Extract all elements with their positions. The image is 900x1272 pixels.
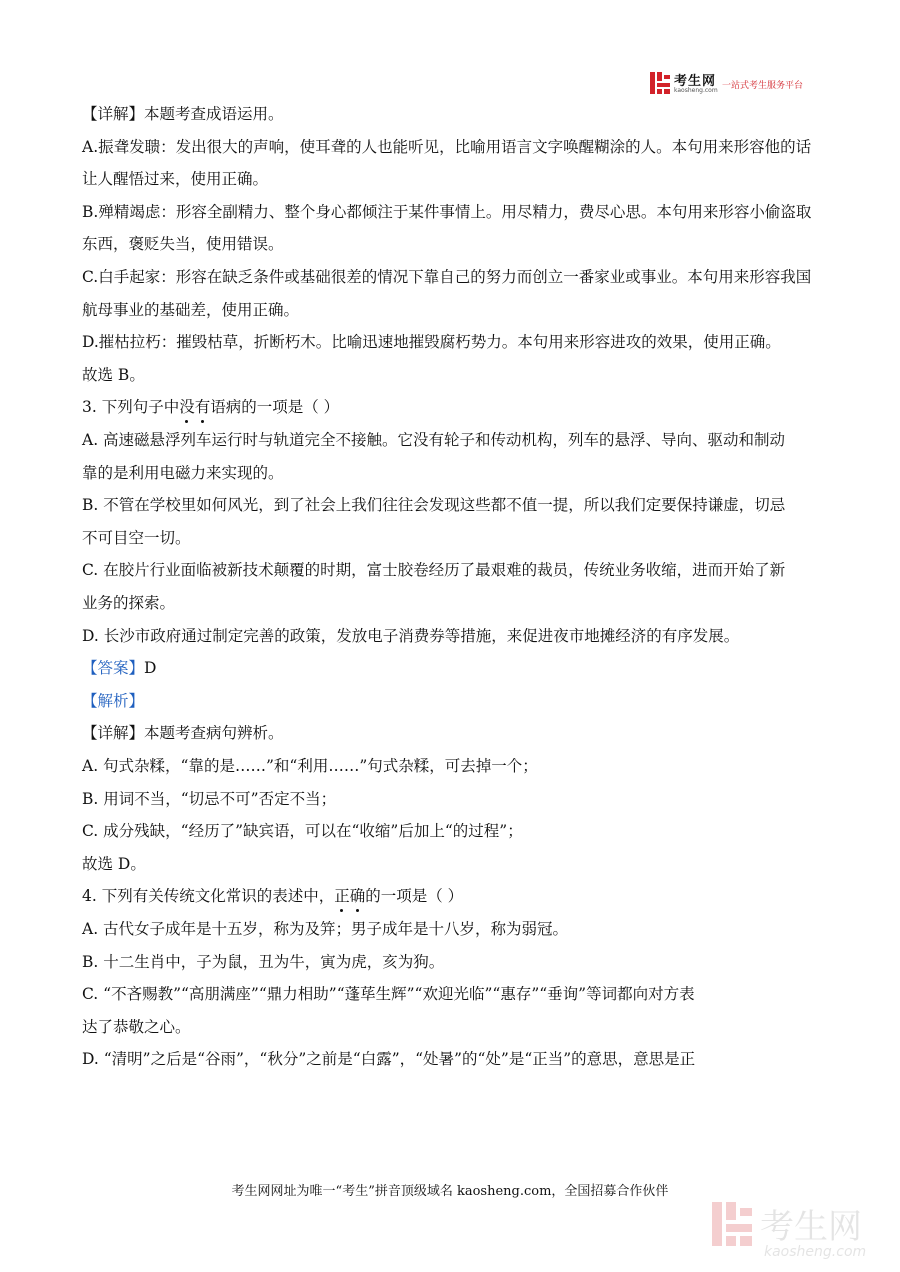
line-text: A.振聋发聩：发出很大的声响，使耳聋的人也能听见，比喻用语言文字唤醒糊涂的人。本句用来形容他的话 (82, 137, 812, 156)
text-line (82, 137, 811, 157)
watermark-text: 考生网 (760, 1207, 862, 1247)
text-line (82, 463, 284, 483)
text-line (82, 593, 175, 613)
line-text: D. “清明”之后是“谷雨”，“秋分”之前是“白露”，“处暑”的“处”是“正当”的意思，意思是正 (82, 1050, 696, 1069)
text-line (82, 952, 444, 972)
page-footer: 考生网网址为唯一“考生”拼音顶级域名 kaosheng.com，全国招募合作伙伴 (231, 1184, 669, 1199)
text-line (82, 300, 299, 320)
line-text: 东西，褒贬失当，使用错误。 (82, 235, 284, 254)
emphasis-dots (334, 887, 365, 905)
line-text: B. 十二生肖中，子为鼠，丑为牛，寅为虎，亥为狗。 (82, 952, 445, 971)
text-line (82, 104, 284, 124)
text-line (82, 886, 463, 906)
line-text: 靠的是利用电磁力来实现的。 (82, 463, 284, 482)
line-text: 故选 B。 (82, 365, 145, 384)
line-text: A. 古代女子成年是十五岁，称为及笄；男子成年是十八岁，称为弱冠。 (82, 920, 569, 938)
line-text: A. 句式杂糅，“靠的是……”和“利用……”句式杂糅，可去掉一个； (82, 757, 538, 775)
line-text: C. 成分残缺，“经历了”缺宾语，可以在“收缩”后加上“的过程”； (82, 822, 523, 841)
line-text: D.摧枯拉朽：摧毁枯草，折断朽木。比喻迅速地摧毁腐朽势力。本句用来形容进攻的效果，使用正确。 (82, 333, 781, 352)
logo-url: kaosheng.com (674, 87, 718, 94)
text-line (82, 789, 336, 809)
line-text: 航母事业的基础差，使用正确。 (82, 300, 300, 319)
emphasis-char: 正 (334, 887, 350, 906)
line-text: 达了恭敬之心。 (82, 1017, 191, 1036)
text-line (82, 528, 191, 548)
text-line (82, 560, 785, 580)
watermark-logo-icon (712, 1198, 882, 1262)
line-text: C. 在胶片行业面临被新技术颠覆的时期，富士胶卷经历了最艰难的裁员，传统业务收缩，进而开始了新 (82, 561, 786, 580)
text-line (82, 202, 811, 222)
text-line (82, 756, 538, 776)
text-line (82, 267, 811, 287)
header-logo (650, 70, 825, 98)
line-text: 的一项是（ ） (365, 887, 464, 906)
line-text: 让人醒悟过来，使用正确。 (82, 170, 269, 189)
text-line (82, 626, 739, 646)
text-line (82, 495, 785, 515)
line-text: 3. 下列句子中 (82, 398, 180, 417)
emphasis-char: 有 (194, 398, 211, 417)
text-line (82, 723, 284, 743)
line-text: C.白手起家：形容在缺乏条件或基础很差的情况下靠自己的努力而创立一番家业或事业。本句用来形容我国 (82, 268, 812, 286)
line-text: 【详解】本题考查成语运用。 (82, 105, 284, 123)
text-line (82, 397, 339, 417)
text-line (82, 1017, 191, 1037)
line-text: A. 高速磁悬浮列车运行时与轨道完全不接触。它没有轮子和传动机构，列车的悬浮、导向、驱动和制动 (82, 431, 786, 449)
text-line (82, 365, 145, 385)
emphasis-dots (179, 398, 210, 416)
logo-slogan: 一站式考生服务平台 (722, 81, 804, 91)
text-line (82, 658, 156, 678)
line-text: 不可目空一切。 (82, 528, 191, 547)
line-text: 故选 D。 (82, 854, 146, 873)
text-line (82, 854, 146, 874)
line-text: B. 用词不当，“切忌不可”否定不当； (82, 789, 337, 808)
line-text: B. 不管在学校里如何风光，到了社会上我们往往会发现这些都不值一提，所以我们定要保持谦虚，切忌 (82, 496, 786, 515)
line-text: D. 长沙市政府通过制定完善的政策，发放电子消费券等措施，来促进夜市地摊经济的有序发展。 (82, 626, 740, 645)
answer-label: 【答案】 (82, 659, 145, 678)
text-line (82, 430, 785, 450)
line-text: 4. 下列有关传统文化常识的表述中， (82, 887, 335, 906)
text-line (82, 984, 695, 1004)
text-line (82, 332, 781, 352)
answer-label: 【解析】 (82, 691, 145, 710)
text-line (82, 1049, 695, 1069)
text-line (82, 691, 144, 711)
kaosheng-logo-icon (650, 72, 670, 94)
text-line (82, 234, 284, 254)
line-text: 业务的探索。 (82, 594, 176, 612)
watermark-url: kaosheng.com (764, 1244, 867, 1260)
line-text: 【详解】本题考查病句辨析。 (82, 724, 284, 743)
line-text: B.殚精竭虑：形容全副精力、整个身心都倾注于某件事情上。用尽精力，费尽心思。本句用来形容小偷盗取 (82, 202, 812, 221)
line-text: 语病的一项是（ ） (210, 398, 340, 417)
line-text: C. “不吝赐教”“高朋满座”“鼎力相助”“蓬荜生辉”“欢迎光临”“惠存”“垂询”等词都向对方表 (82, 985, 695, 1004)
text-line (82, 169, 268, 189)
text-line (82, 919, 568, 939)
emphasis-char: 没 (179, 398, 195, 417)
logo-text: 考生网 (674, 74, 717, 89)
emphasis-char: 确 (349, 887, 366, 906)
text-line (82, 821, 523, 841)
line-text: D (144, 659, 157, 678)
